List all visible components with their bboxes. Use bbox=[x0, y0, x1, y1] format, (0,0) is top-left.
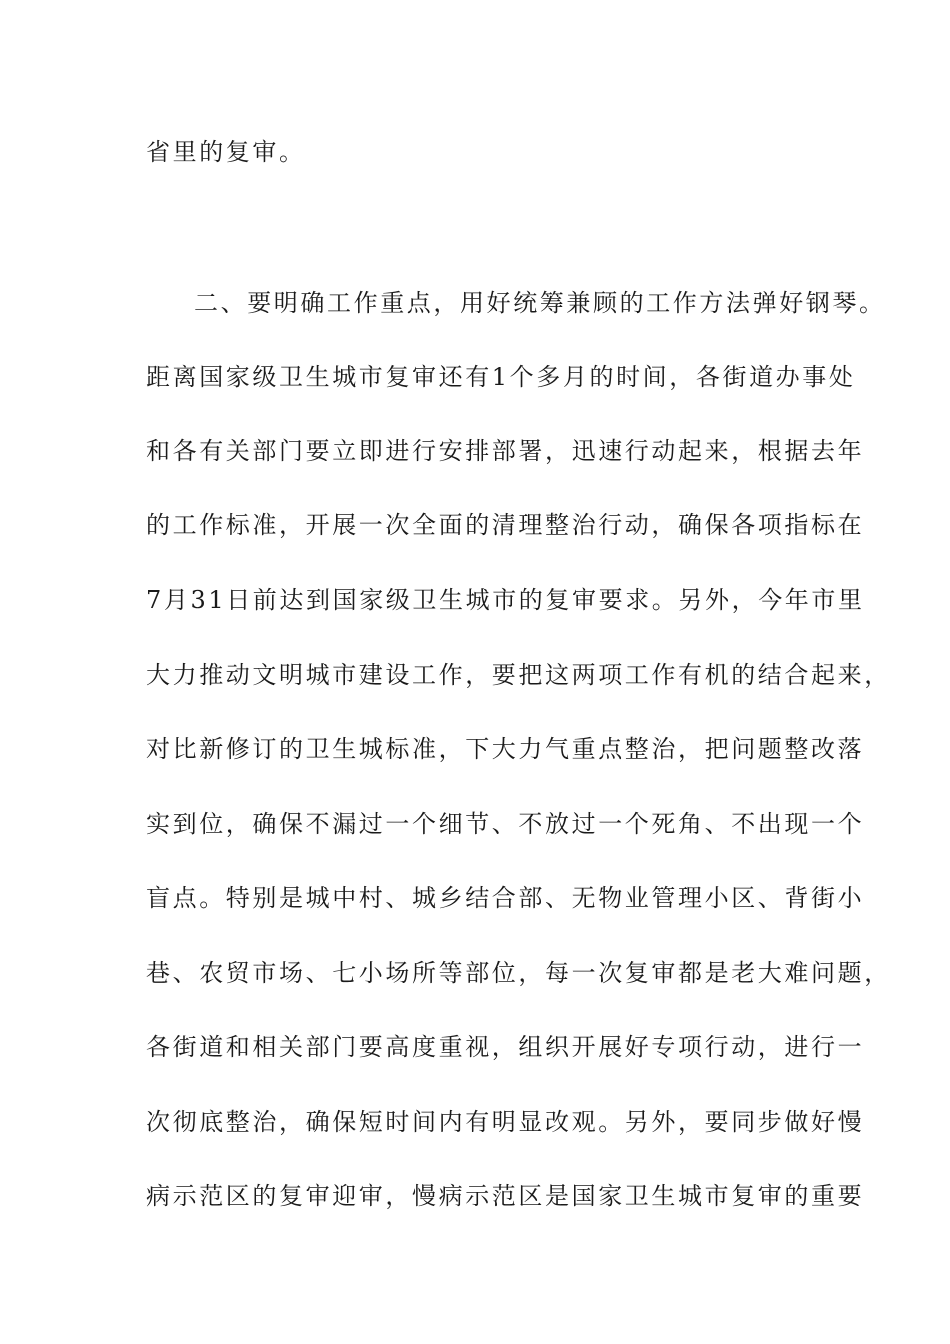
text-line-9: 实到位，确保不漏过一个细节、不放过一个死角、不出现一个 bbox=[146, 810, 865, 838]
text-line-8: 对比新修订的卫生城标准，下大力气重点整治，把问题整改落 bbox=[146, 735, 865, 763]
text-line-14: 病示范区的复审迎审，慢病示范区是国家卫生城市复审的重要 bbox=[146, 1182, 865, 1210]
text-line-7: 大力推动文明城市建设工作，要把这两项工作有机的结合起来， bbox=[146, 661, 891, 689]
text-line-6: 7月31日前达到国家级卫生城市的复审要求。另外，今年市里 bbox=[146, 586, 865, 614]
text-line-12: 各街道和相关部门要高度重视，组织开展好专项行动，进行一 bbox=[146, 1033, 865, 1061]
text-line-3: 距离国家级卫生城市复审还有1个多月的时间，各街道办事处 bbox=[146, 363, 856, 391]
text-line-4: 和各有关部门要立即进行安排部署，迅速行动起来，根据去年 bbox=[146, 437, 865, 465]
text-line-13: 次彻底整治，确保短时间内有明显改观。另外，要同步做好慢 bbox=[146, 1108, 865, 1136]
text-line-1: 省里的复审。 bbox=[146, 138, 306, 166]
text-line-5: 的工作标准，开展一次全面的清理整治行动，确保各项指标在 bbox=[146, 511, 865, 539]
text-line-10: 盲点。特别是城中村、城乡结合部、无物业管理小区、背街小 bbox=[146, 884, 865, 912]
section-heading: 二、要明确工作重点，用好统筹兼顾的工作方法弹好钢琴。 bbox=[194, 289, 886, 317]
text-line-11: 巷、农贸市场、七小场所等部位，每一次复审都是老大难问题， bbox=[146, 959, 891, 987]
